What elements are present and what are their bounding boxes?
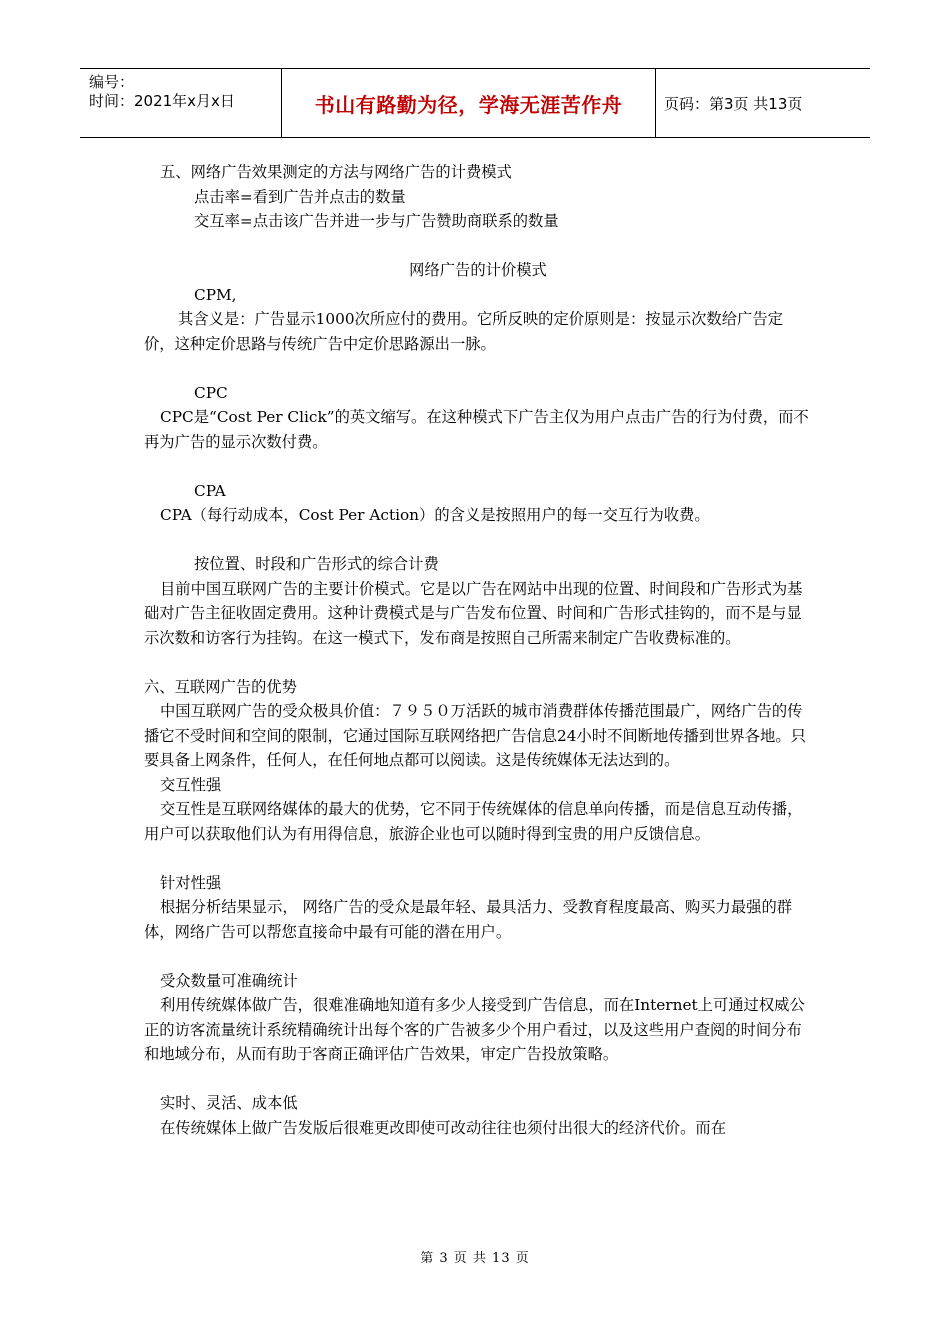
header-meta: [89, 73, 279, 111]
formula-line: 点击率=看到广告并点击的数量: [194, 187, 406, 206]
header-motto: 书山有路勤为径，学海无涯苦作舟: [314, 92, 623, 117]
feature-title: 针对性强: [160, 873, 222, 892]
model-title: CPA: [194, 481, 226, 500]
document-header: [80, 68, 870, 138]
paragraph: 其含义是：广告显示1000次所应付的费用。它所反映的定价原则是：按显示次数给广告定价，这种定价思路与传统广告中定价思路源出一脉。: [144, 310, 783, 353]
page-footer: 第 3 页 共 13 页: [420, 1251, 530, 1266]
number-label: 编号：: [89, 73, 135, 91]
model-title: CPM,: [194, 285, 237, 304]
feature-title: 受众数量可准确统计: [160, 971, 298, 990]
model-title: CPC: [194, 383, 228, 402]
paragraph: 根据分析结果显示， 网络广告的受众是最年轻、最具活力、受教育程度最高、购买力最强的群体，网络广告可以帮您直接命中最有可能的潜在用户。: [144, 898, 793, 941]
feature-title: 交互性强: [160, 775, 222, 794]
paragraph: 中国互联网广告的受众极具价值：７９５０万活跃的城市消费群体传播范围最广，网络广告的传播它不受时间和空间的限制，它通过国际互联网络把广告信息24小时不间断地传播到世界各地。只要具备上网条件，任何人，在任何地点都可以阅读。这是传统媒体无法达到的。: [144, 702, 806, 769]
paragraph: CPC是“Cost Per Click”的英文缩写。在这种模式下广告主仅为用户点击广告的行为付费，而不再为广告的显示次数付费。: [144, 408, 809, 451]
paragraph: 交互性是互联网络媒体的最大的优势，它不同于传统媒体的信息单向传播，而是信息互动传播，用户可以获取他们认为有用得信息，旅游企业也可以随时得到宝贵的用户反馈信息。: [144, 800, 803, 843]
paragraph: 在传统媒体上做广告发版后很难更改即使可改动往往也须付出很大的经济代价。而在: [160, 1118, 726, 1137]
formula-line: 交互率=点击该广告并进一步与广告赞助商联系的数量: [194, 212, 559, 230]
section-heading: 六、互联网广告的优势: [144, 677, 297, 696]
section-heading: 五、网络广告效果测定的方法与网络广告的计费模式: [160, 163, 512, 181]
header-divider: [655, 69, 656, 137]
time-label: 时间：2021年x月x日: [89, 92, 235, 110]
paragraph: 目前中国互联网广告的主要计价模式。它是以广告在网站中出现的位置、时间段和广告形式为基础对广告主征收固定费用。这种计费模式是与广告发布位置、时间和广告形式挂钩的，而不是与显示次数和访客行为挂钩。在这一模式下，发布商是按照自己所需来制定广告收费标准的。: [144, 579, 803, 647]
paragraph: CPA（每行动成本，Cost Per Action）的含义是按照用户的每一交互行为收费。: [160, 506, 710, 524]
subsection-title: 网络广告的计价模式: [409, 261, 547, 279]
model-title: 按位置、时段和广告形式的综合计费: [194, 555, 439, 573]
document-body: [144, 160, 812, 1140]
paragraph: 利用传统媒体做广告，很难准确地知道有多少人接受到广告信息，而在Internet上可通过权威公正的访客流量统计系统精确统计出每个客的广告被多少个用户看过，以及这些用户查阅的时间分布和地域分布，从而有助于客商正确评估广告效果，审定广告投放策略。: [144, 996, 805, 1063]
header-page-info: 页码：第3页 共13页: [664, 94, 803, 113]
feature-title: 实时、灵活、成本低: [160, 1094, 298, 1112]
